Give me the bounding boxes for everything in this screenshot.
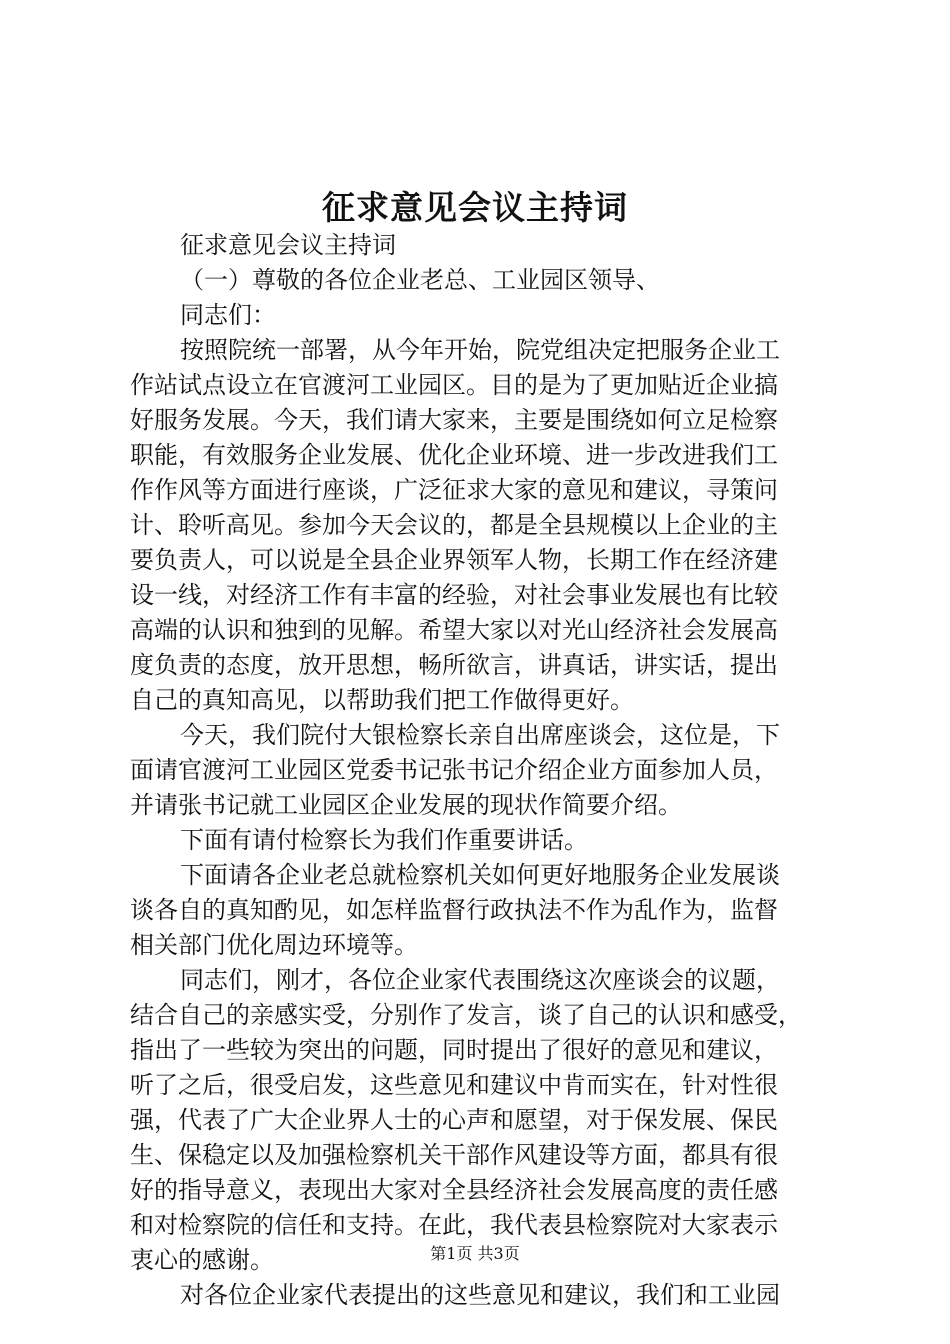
body-line: 面请官渡河工业园区党委书记张书记介绍企业方面参加人员， bbox=[130, 756, 778, 784]
body-line: 下面请各企业老总就检察机关如何更好地服务企业发展谈 bbox=[180, 861, 780, 889]
body-line: 下面有请付检察长为我们作重要讲话。 bbox=[180, 826, 588, 854]
body-line: 衷心的感谢。 bbox=[130, 1246, 274, 1274]
body-line: 自己的真知高见，以帮助我们把工作做得更好。 bbox=[130, 686, 634, 714]
body-line: 谈各自的真知酌见，如怎样监督行政执法不作为乱作为，监督 bbox=[130, 896, 778, 924]
body-line: （一）尊敬的各位企业老总、工业园区领导、 bbox=[180, 266, 660, 294]
page-footer: 第1页 共3页 bbox=[430, 1244, 520, 1263]
body-line: 结合自己的亲感实受，分别作了发言，谈了自己的认识和感受， bbox=[130, 1001, 802, 1029]
body-line: 征求意见会议主持词 bbox=[180, 231, 396, 259]
body-line: 听了之后，很受启发，这些意见和建议中肯而实在，针对性很 bbox=[130, 1071, 778, 1099]
body-line: 计、聆听高见。参加今天会议的，都是全县规模以上企业的主 bbox=[130, 511, 778, 539]
body-line: 指出了一些较为突出的问题，同时提出了很好的意见和建议， bbox=[130, 1036, 778, 1064]
body-line: 作站试点设立在官渡河工业园区。目的是为了更加贴近企业搞 bbox=[130, 371, 778, 399]
body-line: 相关部门优化周边环境等。 bbox=[130, 931, 418, 959]
body-line: 按照院统一部署，从今年开始，院党组决定把服务企业工 bbox=[180, 336, 780, 364]
body-line: 生、保稳定以及加强检察机关干部作风建设等方面，都具有很 bbox=[130, 1141, 778, 1169]
body-line: 职能，有效服务企业发展、优化企业环境、进一步改进我们工 bbox=[130, 441, 778, 469]
body-line: 好的指导意义，表现出大家对全县经济社会发展高度的责任感 bbox=[130, 1176, 778, 1204]
body-line: 并请张书记就工业园区企业发展的现状作简要介绍。 bbox=[130, 791, 682, 819]
body-line: 作作风等方面进行座谈，广泛征求大家的意见和建议，寻策问 bbox=[130, 476, 778, 504]
body-line: 同志们： bbox=[180, 301, 276, 329]
body-line: 度负责的态度，放开思想，畅所欲言，讲真话，讲实话，提出 bbox=[130, 651, 778, 679]
body-line: 强，代表了广大企业界人士的心声和愿望，对于保发展、保民 bbox=[130, 1106, 778, 1134]
body-line: 高端的认识和独到的见解。希望大家以对光山经济社会发展高 bbox=[130, 616, 778, 644]
body-line: 对各位企业家代表提出的这些意见和建议，我们和工业园 bbox=[180, 1281, 780, 1309]
document-body bbox=[130, 228, 835, 1313]
body-line: 同志们，刚才，各位企业家代表围绕这次座谈会的议题， bbox=[180, 966, 780, 994]
body-line: 要负责人，可以说是全县企业界领军人物，长期工作在经济建 bbox=[130, 546, 778, 574]
body-line: 和对检察院的信任和支持。在此，我代表县检察院对大家表示 bbox=[130, 1211, 778, 1239]
body-line: 今天，我们院付大银检察长亲自出席座谈会，这位是，下 bbox=[180, 721, 780, 749]
document-title: 征求意见会议主持词 bbox=[322, 188, 628, 227]
body-line: 好服务发展。今天，我们请大家来，主要是围绕如何立足检察 bbox=[130, 406, 778, 434]
body-line: 设一线，对经济工作有丰富的经验，对社会事业发展也有比较 bbox=[130, 581, 778, 609]
